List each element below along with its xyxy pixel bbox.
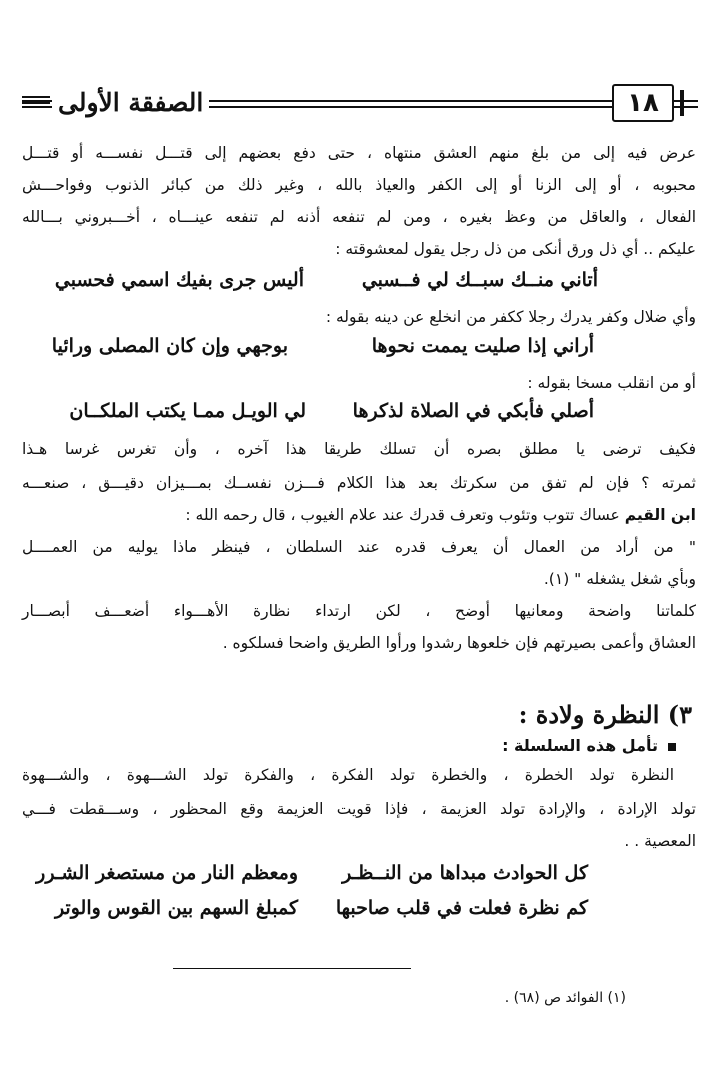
text-line: المعصية . . [624, 832, 696, 850]
author-name: ابن القيم [624, 506, 696, 524]
verse-2-second: بوجهي وإن كان المصلى ورائيا [51, 335, 288, 357]
text-span: عساك تتوب وتئوب وتعرف قدرك عند علام الغيوب ، قال رحمه الله : [185, 506, 620, 524]
text-line: محبوبه ، أو إلى الزنا أو إلى الكفر والعياذ بالله ، وغير ذلك من كبائر الذنوب وفواحـــش [22, 176, 696, 194]
text-line: وأي ضلال وكفر يدرك رجلا ككفر من انخلع عن دينه بقوله : [325, 308, 696, 326]
verse-3-first: أصلي فأبكي في الصلاة لذكرها [352, 400, 594, 422]
text-line: أو من انقلب مسخا بقوله : [527, 374, 696, 392]
header-title: الصفقة الأولى [52, 86, 209, 120]
text-line: عليكم .. أي ذل ورق أنكى من ذل رجل يقول لمعشوقته : [335, 240, 696, 258]
verse-2-first: أراني إذا صليت يممت نحوها [371, 335, 594, 357]
text-line: ثمرته ؟ فإن لم تفق من سكرتك بعد هذا الكلام فـــزن نفســك بمـــيزان دقيـــق ، صنعـــه [22, 474, 696, 492]
text-line: الفعال ، والعاقل من وعظ بغيره ، ومن لم تنفعه أذنه لم تنفعه عينـــاه ، أخـــبروني بـــالله [22, 208, 696, 226]
bullet-item [502, 736, 676, 755]
verse-4-first: كل الحوادث مبداها من النــظـر [342, 862, 588, 884]
footnote-rule [173, 968, 411, 969]
verse-5-second: كمبلغ السهم بين القوس والوتر [54, 897, 298, 919]
text-line: كلماتنا واضحة ومعانيها أوضح ، لكن ارتداء نظارة الأهـــواء أضعـــف أبصـــار [22, 602, 696, 620]
text-line [22, 506, 696, 524]
header-ornament [22, 96, 50, 108]
bullet-icon [668, 743, 676, 751]
verse-4-second: ومعظم النار من مستصغر الشـرر [36, 862, 298, 884]
text-line: " من أراد من العمال أن يعرف قدره عند السلطان ، فينظر ماذا يوليه من العمــــل [22, 538, 696, 556]
verse-1-first: أتاني منــك سبــك لي فــسبي [361, 269, 598, 291]
text-line: فكيف ترضى يا مطلق بصره أن تسلك طريقا هذا آخره ، وأن تغرس غرسا هـذا [22, 440, 696, 458]
text-line: النظرة تولد الخطرة ، والخطرة تولد الفكرة ، والفكرة تولد الشـــهوة ، والشـــهوة [22, 766, 674, 784]
verse-1-second: أليس جرى بفيك اسمي فحسبي [54, 269, 304, 291]
text-line: العشاق وأعمى بصيرتهم فإن خلعوها رشدوا ورأوا الطريق واضحا فسلكوه . [222, 634, 696, 652]
page-header [22, 84, 698, 128]
text-line: وبأي شغل يشغله " (١). [543, 570, 696, 588]
verse-3-second: لي الويـل ممـا يكتب الملكــان [69, 400, 306, 422]
bullet-text: تأمل هذه السلسلة : [502, 736, 658, 755]
text-line: تولد الإرادة ، والإرادة تولد العزيمة ، فإذا قويت العزيمة وقع المحظور ، وســـقطت فـــي [22, 800, 696, 818]
footnote: (١) الفوائد ص (٦٨) . [504, 990, 626, 1006]
page-number: ١٨ [612, 84, 674, 122]
section-heading: ٣) النظرة ولادة : [518, 700, 692, 729]
text-line: عرض فيه إلى من بلغ منهم العشق منتهاه ، حتى دفع بعضهم إلى قتـــل نفســـه أو قتـــل [22, 144, 696, 162]
verse-5-first: كم نظرة فعلت في قلب صاحبها [335, 897, 588, 919]
